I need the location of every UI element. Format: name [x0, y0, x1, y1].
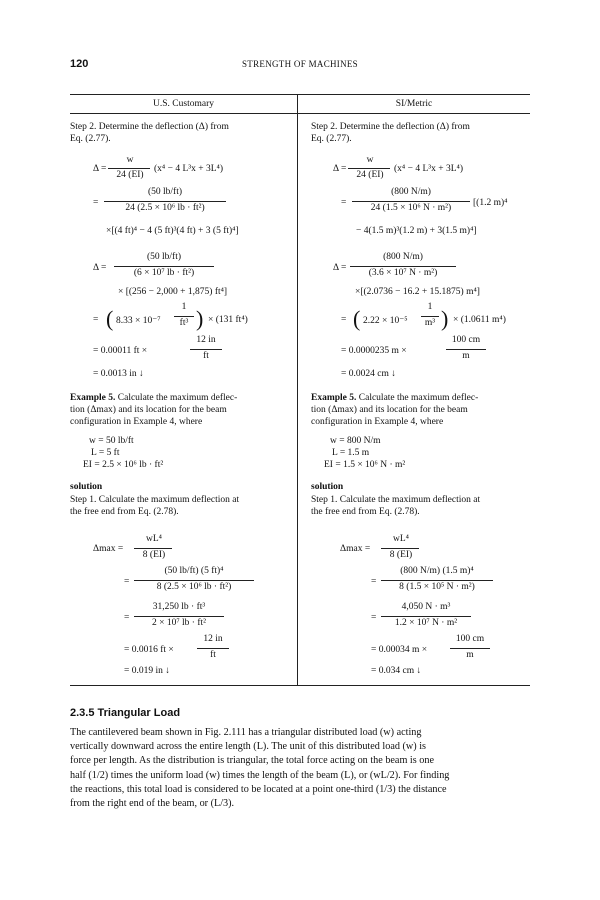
right-eq4-fnum: 1: [427, 302, 433, 312]
left-eq4-equals: =: [93, 315, 99, 325]
paragraph-line: half (1/2) times the uniform load (w) times the length of the beam (L), or (wL/2). For finding: [70, 769, 450, 781]
left-d4-den: ft: [210, 650, 216, 660]
right-dmax-lhs: Δmax =: [340, 544, 371, 554]
paragraph-line: force per length. As the distribution is triangular, the total force acting on the beam is one: [70, 755, 434, 767]
right-eq3-den: (3.6 × 10⁷ N · m²): [368, 268, 438, 278]
left-eq5-num: 12 in: [196, 335, 216, 345]
right-dmax-num: wL⁴: [393, 534, 409, 544]
right-d4-bar: [450, 648, 490, 649]
left-d5: = 0.019 in ↓: [124, 666, 170, 676]
right-eq3-num: (800 N/m): [383, 252, 423, 262]
left-eq5-lhs: = 0.00011 ft ×: [93, 346, 148, 356]
left-eq1-den: 24 (EI): [116, 170, 144, 180]
right-d3-equals: =: [371, 613, 377, 623]
right-eq4-fden: m³: [424, 318, 436, 328]
left-givens: w = 50 lb/ft L = 5 ft EI = 2.5 × 10⁶ lb · ft²: [83, 436, 164, 470]
left-eq3-lhs: Δ =: [93, 263, 107, 273]
left-dmax-num: wL⁴: [146, 534, 162, 544]
right-eq2-cont: − 4(1.5 m)³(1.2 m) + 3(1.5 m)⁴]: [356, 226, 477, 236]
left-eq4-bar: [174, 316, 194, 317]
right-eq2-tail: [(1.2 m)⁴: [473, 198, 508, 208]
left-d4-bar: [197, 648, 229, 649]
left-example5: Example 5. Calculate the maximum deflec- tion (Δmax) and its location for the beam configuration in Example 4, where: [70, 393, 238, 427]
right-givens: w = 800 N/m L = 1.5 m EI = 1.5 × 10⁶ N · m²: [324, 436, 406, 470]
left-eq4-coef: 8.33 × 10⁻⁷: [116, 316, 161, 326]
left-d2-bar: [134, 580, 254, 581]
right-eq2-bar: [352, 201, 470, 202]
right-d2-num: (800 N/m) (1.5 m)⁴: [400, 566, 474, 576]
left-eq1-num: w: [126, 155, 134, 165]
right-d3-num: 4,050 N · m³: [401, 602, 451, 612]
left-eq4-tail: × (131 ft⁴): [208, 315, 248, 325]
right-d2-bar: [381, 580, 493, 581]
right-step2: Step 2. Determine the deflection (Δ) from Eq. (2.77).: [311, 122, 470, 144]
left-d3-bar: [134, 616, 224, 617]
paragraph-line: vertically downward across the entire length (L). The unit of this distributed load (w) is: [70, 741, 427, 753]
left-eq2-num: (50 lb/ft): [147, 187, 183, 197]
left-eq2-equals: =: [93, 198, 99, 208]
right-eq4-equals: =: [341, 315, 347, 325]
right-eq4-open-paren: (: [353, 306, 361, 331]
left-eq4-fden: ft³: [179, 318, 189, 328]
left-eq1-tail: (x⁴ − 4 L³x + 3L⁴): [154, 164, 223, 174]
right-step1: Step 1. Calculate the maximum deflection at the free end from Eq. (2.78).: [311, 495, 481, 517]
left-solution: solution: [70, 482, 103, 492]
right-eq6: = 0.0024 cm ↓: [341, 369, 396, 379]
left-eq2-bar: [104, 201, 226, 202]
section-title: 2.3.5 Triangular Load: [70, 707, 181, 719]
right-eq4-close-paren: ): [441, 306, 449, 331]
top-rule: [70, 94, 530, 95]
left-d4-num: 12 in: [203, 634, 223, 644]
right-eq1-tail: (x⁴ − 4 L³x + 3L⁴): [394, 164, 463, 174]
right-eq3-cont: ×[(2.0736 − 16.2 + 15.1875) m⁴]: [355, 287, 480, 297]
left-d2-den: 8 (2.5 × 10⁶ lb · ft²): [156, 582, 232, 592]
right-d5: = 0.034 cm ↓: [371, 666, 422, 676]
right-solution: solution: [311, 482, 344, 492]
right-eq4-tail: × (1.0611 m⁴): [453, 315, 506, 325]
left-d3-den: 2 × 10⁷ lb · ft²: [152, 618, 206, 628]
left-d4-lhs: = 0.0016 ft ×: [124, 645, 174, 655]
left-d3-num: 31,250 lb · ft³: [152, 602, 206, 612]
right-d3-den: 1.2 × 10⁷ N · m²: [394, 618, 458, 628]
right-eq1-bar: [348, 168, 390, 169]
right-eq3-bar: [350, 266, 456, 267]
heading-rule: [70, 113, 530, 114]
section-paragraph: [70, 726, 531, 811]
bottom-rule: [70, 685, 530, 686]
right-eq5-bar: [446, 349, 486, 350]
left-step2: Step 2. Determine the deflection (Δ) from Eq. (2.77).: [70, 122, 229, 144]
left-dmax-den: 8 (EI): [142, 550, 166, 560]
right-eq4-coef: 2.22 × 10⁻⁵: [363, 316, 408, 326]
left-eq4-fnum: 1: [181, 302, 187, 312]
right-d4-den: m: [466, 650, 474, 660]
paragraph-line: from the right end of the beam, or (L/3).: [70, 798, 235, 810]
left-d2-num: (50 lb/ft) (5 ft)⁴: [164, 566, 224, 576]
right-d4-lhs: = 0.00034 m ×: [371, 645, 428, 655]
left-eq5-den: ft: [203, 351, 209, 361]
left-eq2-den: 24 (2.5 × 10⁶ lb · ft²): [125, 203, 205, 213]
right-d4-num: 100 cm: [455, 634, 485, 644]
right-d3-bar: [381, 616, 471, 617]
right-d2-den: 8 (1.5 × 10⁵ N · m²): [399, 582, 475, 592]
left-eq5-bar: [190, 349, 222, 350]
right-eq5-den: m: [462, 351, 470, 361]
right-eq5-num: 100 cm: [451, 335, 481, 345]
left-eq4-open-paren: (: [106, 306, 114, 331]
paragraph-line: the reactions, this total load is considered to be located at a point one-third (1/3) the distance: [70, 783, 447, 795]
right-d2-equals: =: [371, 577, 377, 587]
left-eq3-cont: × [(256 − 2,000 + 1,875) ft⁴]: [118, 287, 228, 297]
left-eq4-close-paren: ): [196, 306, 204, 331]
left-eq3-num: (50 lb/ft): [146, 252, 182, 262]
right-eq5-lhs: = 0.0000235 m ×: [341, 346, 407, 356]
left-column-heading: U.S. Customary: [153, 99, 214, 109]
left-eq2-cont: ×[(4 ft)⁴ − 4 (5 ft)³(4 ft) + 3 (5 ft)⁴]: [106, 226, 239, 236]
running-title: STRENGTH OF MACHINES: [241, 59, 358, 69]
right-eq2-num: (800 N/m): [391, 187, 431, 197]
right-eq4-bar: [421, 316, 439, 317]
left-step1: Step 1. Calculate the maximum deflection at the free end from Eq. (2.78).: [70, 495, 240, 517]
column-divider: [297, 94, 298, 685]
left-dmax-bar: [134, 548, 172, 549]
right-example5: Example 5. Calculate the maximum deflec- tion (Δmax) and its location for the beam configuration in Example 4, where: [311, 393, 479, 427]
left-eq1-lhs: Δ =: [93, 164, 107, 174]
left-dmax-lhs: Δmax =: [93, 544, 124, 554]
page-number: 120: [70, 58, 89, 70]
right-eq3-lhs: Δ =: [333, 263, 347, 273]
right-eq1-den: 24 (EI): [356, 170, 384, 180]
right-eq2-den: 24 (1.5 × 10⁶ N · m²): [370, 203, 452, 213]
right-eq1-num: w: [366, 155, 374, 165]
left-d2-equals: =: [124, 577, 130, 587]
left-eq1-bar: [108, 168, 150, 169]
left-eq6: = 0.0013 in ↓: [93, 369, 144, 379]
left-eq3-bar: [114, 266, 214, 267]
left-d3-equals: =: [124, 613, 130, 623]
right-dmax-den: 8 (EI): [389, 550, 413, 560]
right-eq2-equals: =: [341, 198, 347, 208]
right-column-heading: SI/Metric: [395, 99, 433, 109]
left-eq3-den: (6 × 10⁷ lb · ft²): [133, 268, 195, 278]
paragraph-line: The cantilevered beam shown in Fig. 2.111 has a triangular distributed load (w) acting: [70, 727, 422, 738]
right-dmax-bar: [381, 548, 419, 549]
right-eq1-lhs: Δ =: [333, 164, 347, 174]
